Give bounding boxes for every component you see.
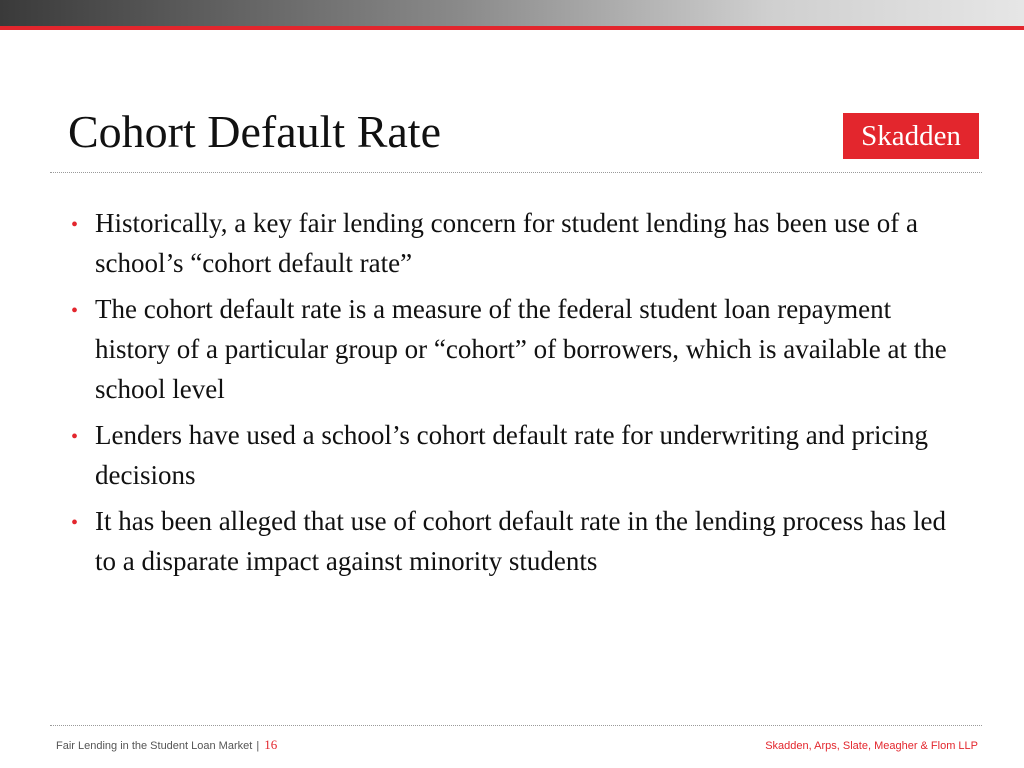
- header-gradient-bar: [0, 0, 1024, 26]
- page-number: 16: [264, 737, 278, 752]
- bullet-list: [68, 203, 968, 587]
- bullet-text: Historically, a key fair lending concern for student lending has been use of a school’s “cohort default rate”: [95, 208, 918, 278]
- bullet-icon: •: [71, 300, 79, 322]
- bullet-text: The cohort default rate is a measure of the federal student loan repayment history of a particular group or “cohort” of borrowers, which is available at the school level: [95, 294, 947, 404]
- bullet-item: [68, 203, 968, 283]
- bullet-item: [68, 501, 968, 581]
- bullet-icon: •: [71, 512, 79, 534]
- bullet-item: [68, 289, 968, 409]
- footer-divider: [50, 725, 982, 726]
- skadden-logo: Skadden: [843, 113, 979, 159]
- title-divider: [50, 172, 982, 173]
- bullet-text: Lenders have used a school’s cohort default rate for underwriting and pricing decisions: [95, 420, 928, 490]
- footer-separator: |: [256, 740, 260, 752]
- footer-firm-name: Skadden, Arps, Slate, Meagher & Flom LLP: [765, 740, 978, 752]
- bullet-icon: •: [71, 214, 79, 236]
- bullet-icon: •: [71, 426, 79, 448]
- slide-title: Cohort Default Rate: [68, 106, 442, 157]
- header-red-stripe: [0, 26, 1024, 30]
- bullet-item: [68, 415, 968, 495]
- bullet-text: It has been alleged that use of cohort default rate in the lending process has led to a disparate impact against minority students: [95, 506, 946, 576]
- footer-presentation-info: [56, 737, 277, 754]
- footer-presentation-title: Fair Lending in the Student Loan Market: [56, 740, 253, 752]
